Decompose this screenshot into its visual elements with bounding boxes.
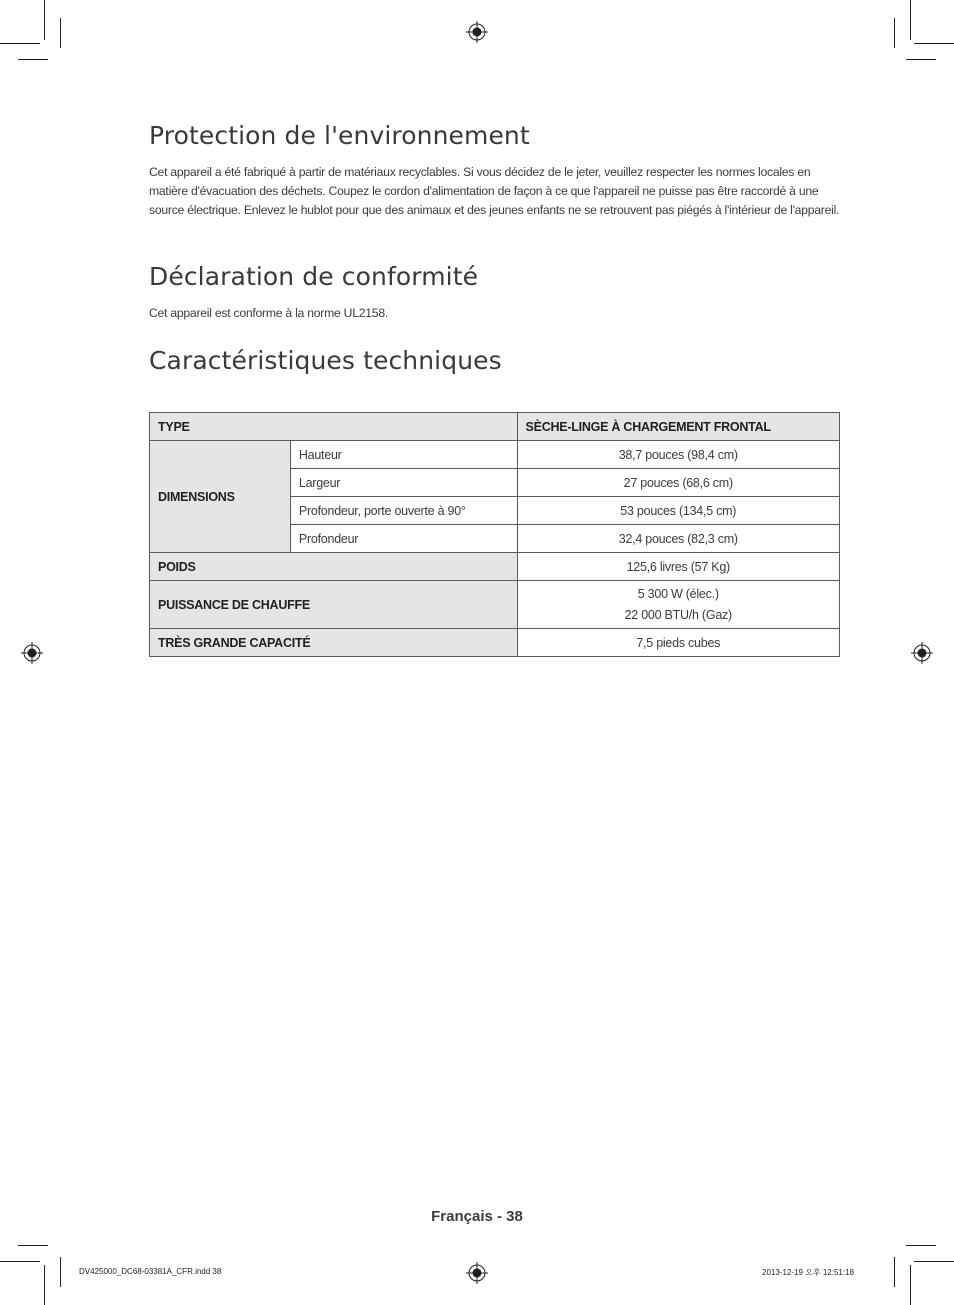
dimension-value: 27 pouces (68,6 cm) <box>517 469 839 497</box>
dimension-label: Profondeur <box>290 525 517 553</box>
dimension-label: Profondeur, porte ouverte à 90° <box>290 497 517 525</box>
table-row <box>150 629 840 657</box>
table-row <box>150 553 840 581</box>
specs-heading: Caractéristiques techniques <box>149 346 502 375</box>
heating-value-gas: 22 000 BTU/h (Gaz) <box>624 607 732 622</box>
dimension-value: 32,4 pouces (82,3 cm) <box>517 525 839 553</box>
weight-label: POIDS <box>150 553 518 581</box>
dimension-label: Largeur <box>290 469 517 497</box>
registration-mark-icon <box>466 21 488 43</box>
conformity-paragraph: Cet appareil est conforme à la norme UL2158. <box>149 306 388 320</box>
dimension-label: Hauteur <box>290 441 517 469</box>
spec-table <box>149 412 840 657</box>
table-row <box>150 581 840 629</box>
registration-mark-icon <box>911 642 933 664</box>
capacity-value: 7,5 pieds cubes <box>517 629 839 657</box>
heating-value-electric: 5 300 W (élec.) <box>637 586 719 601</box>
slug-filename: DV425000_DC68-03381A_CFR.indd 38 <box>79 1267 222 1276</box>
type-label: TYPE <box>150 413 518 441</box>
table-row <box>150 413 840 441</box>
conformity-heading: Déclaration de conformité <box>149 262 479 291</box>
weight-value: 125,6 livres (57 Kg) <box>517 553 839 581</box>
heating-label: PUISSANCE DE CHAUFFE <box>150 581 518 629</box>
registration-mark-icon <box>466 1262 488 1284</box>
dimension-value: 53 pouces (134,5 cm) <box>517 497 839 525</box>
slug-timestamp: 2013-12-19 오후 12:51:18 <box>762 1268 854 1277</box>
environment-paragraph: Cet appareil a été fabriqué à partir de matériaux recyclables. Si vous décidez de le jeter, veuillez respecter les normes locales en matière d'évacuation des déchets. Coupez le cordon d'alimentation de façon à ce que l'appareil ne puisse pas être raccordé à une source électrique. Enlevez le hublot pour que des animaux et des jeunes enfants ne se retrouvent pas piégés à l'intérieur de l'appareil. <box>149 165 840 217</box>
registration-mark-icon <box>21 642 43 664</box>
dimensions-label: DIMENSIONS <box>150 441 291 553</box>
type-value: SÈCHE-LINGE À CHARGEMENT FRONTAL <box>517 413 839 441</box>
page-number: Français - 38 <box>431 1208 523 1225</box>
heating-value <box>517 581 839 629</box>
capacity-label: TRÈS GRANDE CAPACITÉ <box>150 629 518 657</box>
environment-heading: Protection de l'environnement <box>149 121 530 150</box>
dimension-value: 38,7 pouces (98,4 cm) <box>517 441 839 469</box>
table-row <box>150 441 840 469</box>
